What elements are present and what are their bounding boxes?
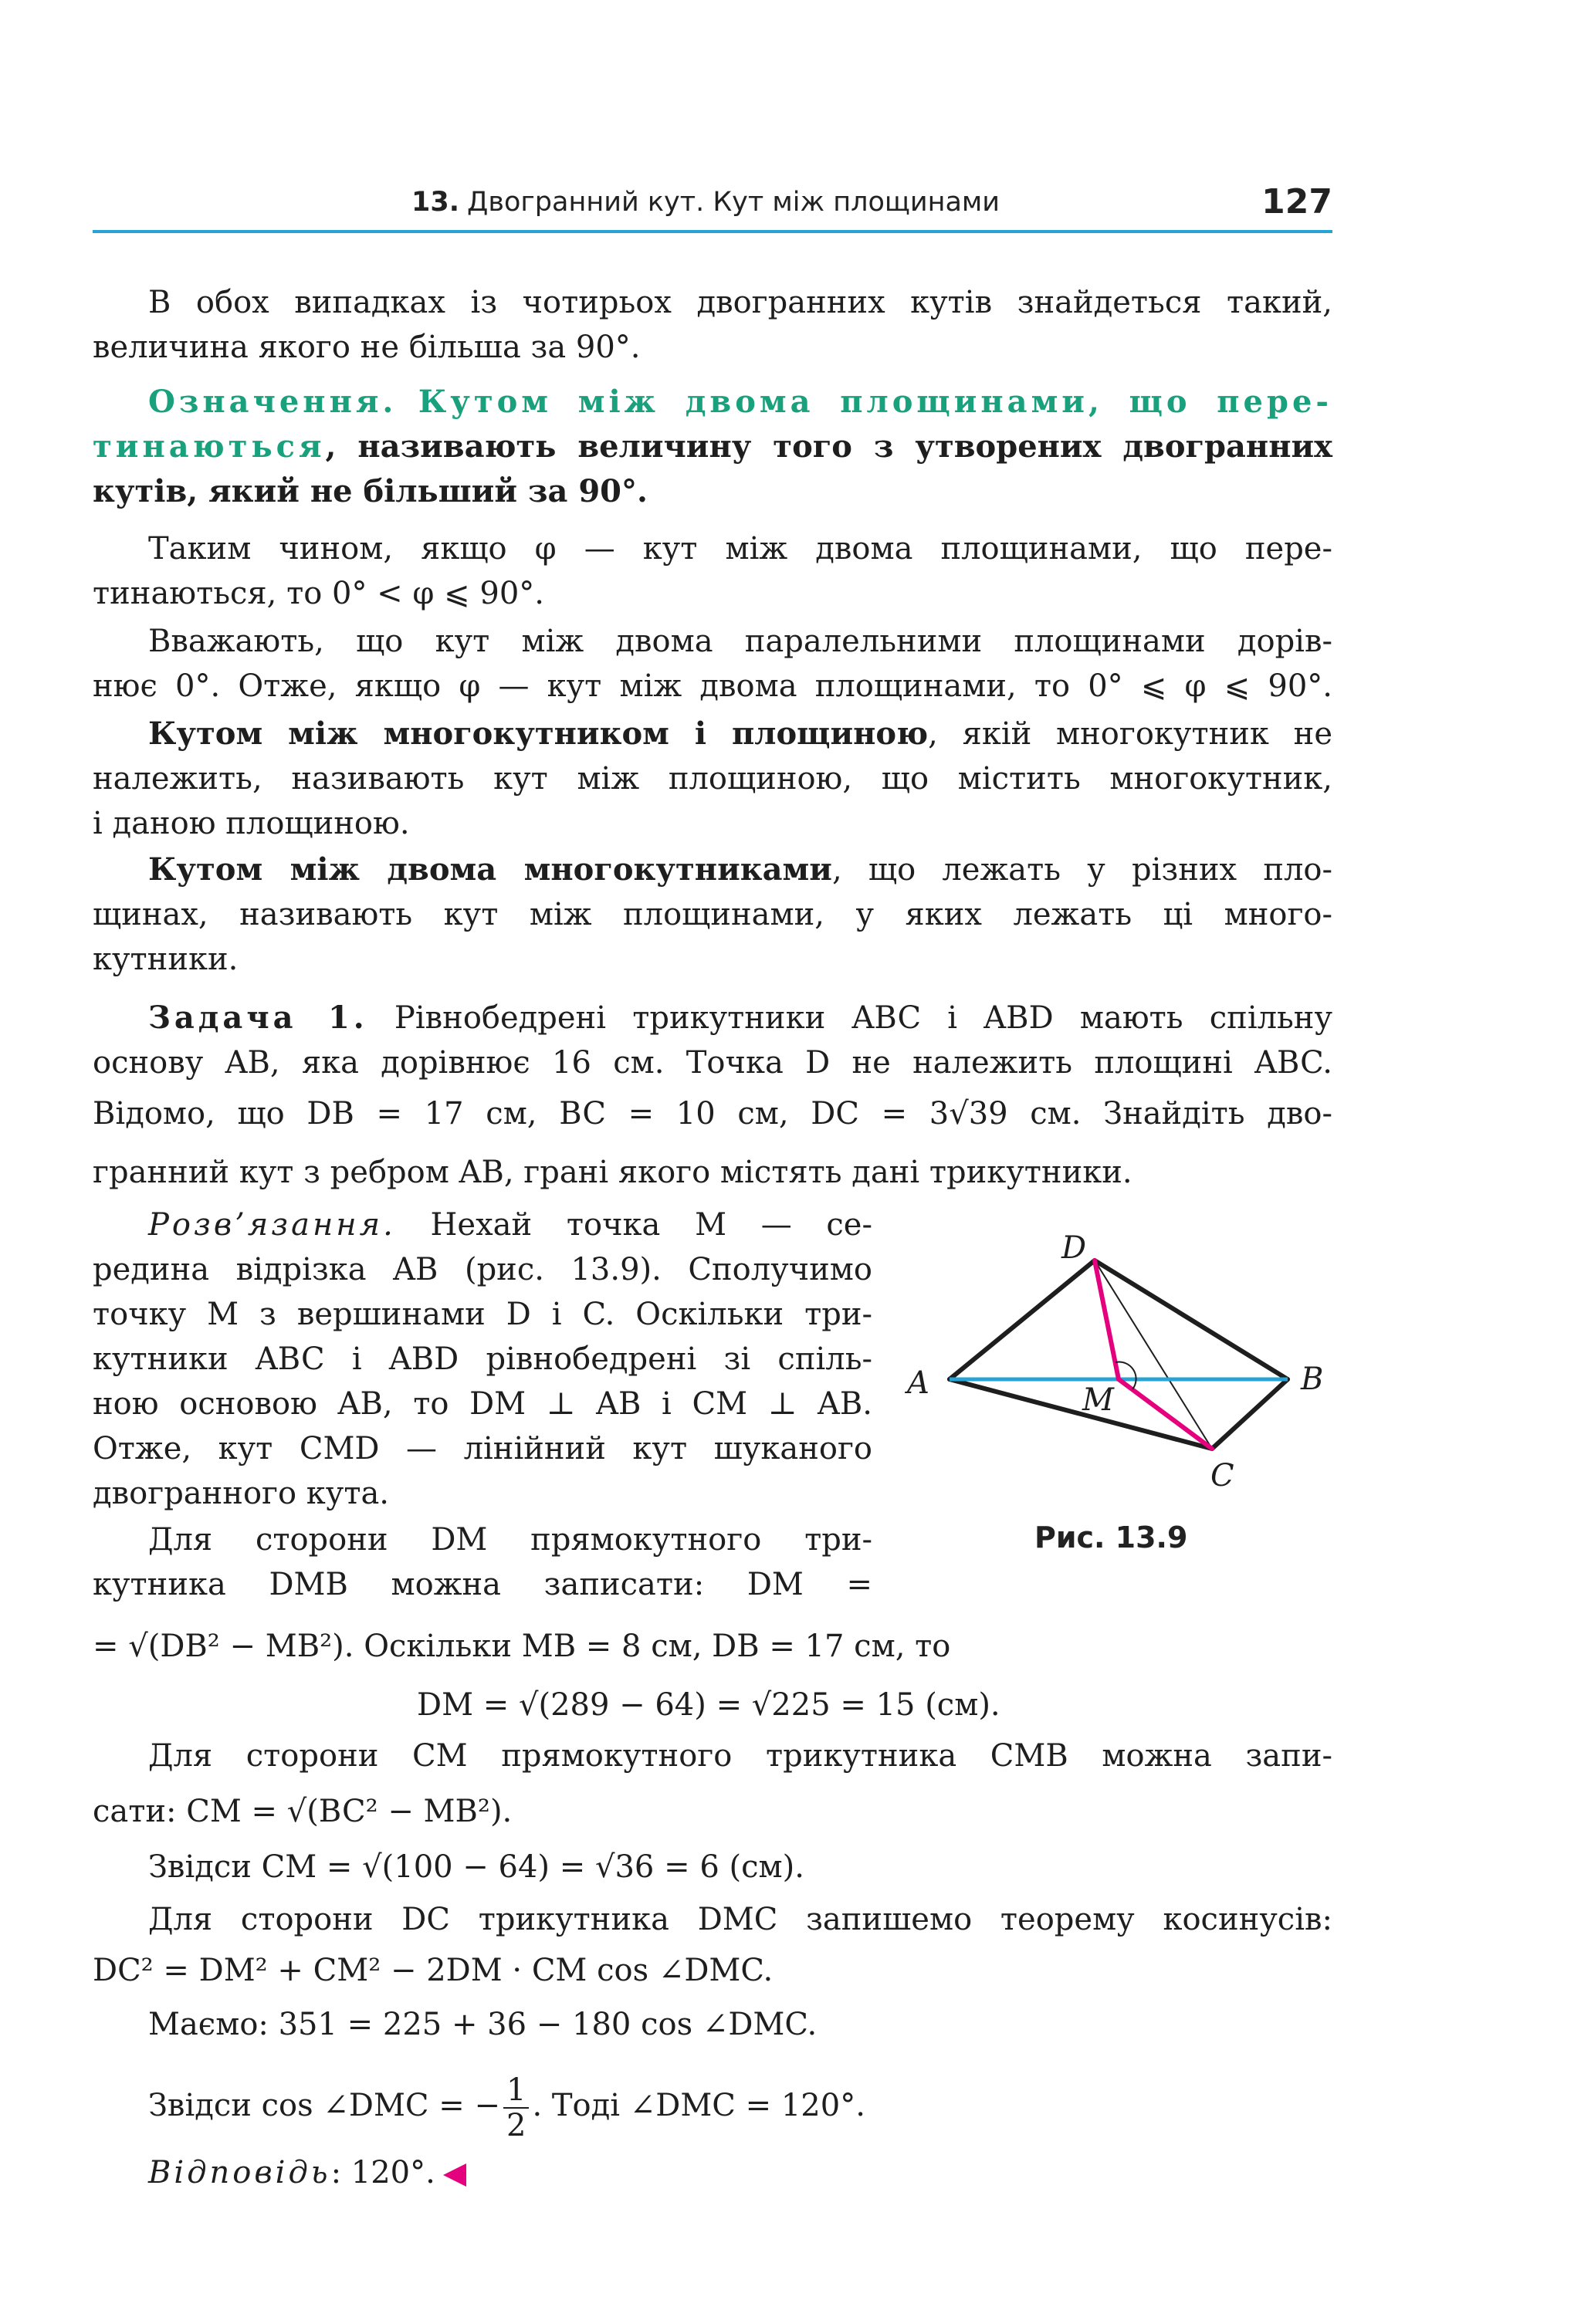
paragraph-4-line-2: належить, називають кут між площиною, що містить многокутник, [93, 761, 1332, 797]
task-line-3: Відомо, що DB = 17 см, BC = 10 см, DC = 3√39 см. Знайдіть дво- [93, 1096, 1332, 1132]
edge-BC [1212, 1379, 1288, 1449]
paragraph-1-line-1: В обох випадках із чотирьох двогранних кутів знайдеться такий, [148, 285, 1332, 320]
paragraph-1-line-2: величина якого не більша за 90°. [93, 330, 641, 365]
definition-line-2: тинаються, називають величину того з утворених двогранних [93, 428, 1332, 465]
label-M: M [1082, 1382, 1114, 1418]
solution-line-9: кутника DMB можна записати: DM = [93, 1567, 872, 1602]
paragraph-5-line-2: щинах, називають кут між площинами, у яких лежать ці много- [93, 897, 1332, 932]
label-A: A [907, 1365, 929, 1401]
paragraph-3-line-2: нює 0°. Отже, якщо φ — кут між двома площинами, то 0° ⩽ φ ⩽ 90°. [93, 668, 1332, 704]
solution-line-14: Звідси CM = √(100 − 64) = √36 = 6 (см). [148, 1849, 804, 1885]
solution-line-10: = √(DB² − MB²). Оскільки MB = 8 см, DB = 17 см, то [93, 1629, 951, 1664]
running-header [93, 182, 1332, 233]
paragraph-3-line-1: Вважають, що кут між двома паралельними площинами дорів- [148, 624, 1332, 659]
solution-line-16: DC² = DM² + CM² − 2DM · CM cos ∠DMC. [93, 1953, 774, 1988]
task-line-4: гранний кут з ребром AB, грані якого містять дані трикутники. [93, 1155, 1132, 1190]
paragraph-4-line-3: і даною площиною. [93, 806, 410, 841]
solution-line-2: редина відрізка AB (рис. 13.9). Сполучимо [93, 1252, 872, 1287]
solution-line-18: Звідси cos ∠DMC = − $\frac{1}{2}$ . Тоді ∠DMC = 120°. [148, 2072, 865, 2143]
end-of-solution-marker-icon [443, 2163, 466, 2187]
label-D: D [1061, 1230, 1087, 1266]
paragraph-2-line-2: тинаються, то 0° < φ ⩽ 90°. [93, 576, 544, 611]
page-number: 127 [1261, 182, 1332, 222]
solution-line-15: Для сторони DC трикутника DMC запишемо теорему косинусів: [148, 1902, 1332, 1937]
answer-line: Відповідь: 120°. [93, 2150, 1332, 2195]
fraction-one-half: $\frac{1}{2}$ [503, 2073, 529, 2143]
paragraph-5-line-3: кутники. [93, 942, 239, 977]
solution-line-4: кутники ABC і ABD рівнобедрені зі спіль- [93, 1341, 872, 1377]
figure-caption: Рис. 13.9 [1034, 1521, 1188, 1554]
paragraph-5-line-1: Кутом між двома многокутниками, що лежать у різних пло- [148, 851, 1332, 888]
edge-AD [950, 1260, 1095, 1379]
solution-line-1: Розв’язання. Нехай точка M — се- [148, 1207, 872, 1243]
solution-line-7: двогранного кута. [93, 1476, 390, 1511]
solution-line-6: Отже, кут CMD — лінійний кут шуканого [93, 1431, 872, 1466]
solution-line-8: Для сторони DM прямокутного три- [148, 1522, 872, 1558]
solution-line-12: Для сторони CM прямокутного трикутника CMB можна запи- [148, 1738, 1332, 1774]
edge-AC [950, 1379, 1212, 1449]
paragraph-2-line-1: Таким чином, якщо φ — кут між двома площинами, що пере- [148, 531, 1332, 567]
definition-line-3: кутів, який не більший за 90°. [93, 473, 648, 509]
task-line-2: основу AB, яка дорівнює 16 см. Точка D не належить площині ABC. [93, 1045, 1332, 1081]
solution-line-11: DM = √(289 − 64) = √225 = 15 (см). [417, 1687, 1000, 1723]
solution-line-13: сати: CM = √(BC² − MB²). [93, 1794, 513, 1829]
solution-line-5: ною основою AB, то DM ⊥ AB і CM ⊥ AB. [93, 1386, 872, 1422]
edge-DB [1095, 1260, 1288, 1379]
definition-line-1: Означення. Кутом між двома площинами, що пере- [148, 384, 1333, 420]
label-C: C [1210, 1458, 1234, 1494]
chapter-title: 13. Двогранний кут. Кут між площинами [411, 187, 1000, 218]
figure-13-9 [895, 1216, 1328, 1517]
solution-line-3: точку M з вершинами D і C. Оскільки три- [93, 1297, 872, 1332]
paragraph-4-line-1: Кутом між многокутником і площиною, якій многокутник не [148, 715, 1332, 752]
solution-line-17: Маємо: 351 = 225 + 36 − 180 cos ∠DMC. [148, 2007, 818, 2042]
task-line-1: Задача 1. Рівнобедрені трикутники ABC і ABD мають спільну [148, 1000, 1332, 1036]
label-B: B [1301, 1362, 1324, 1397]
